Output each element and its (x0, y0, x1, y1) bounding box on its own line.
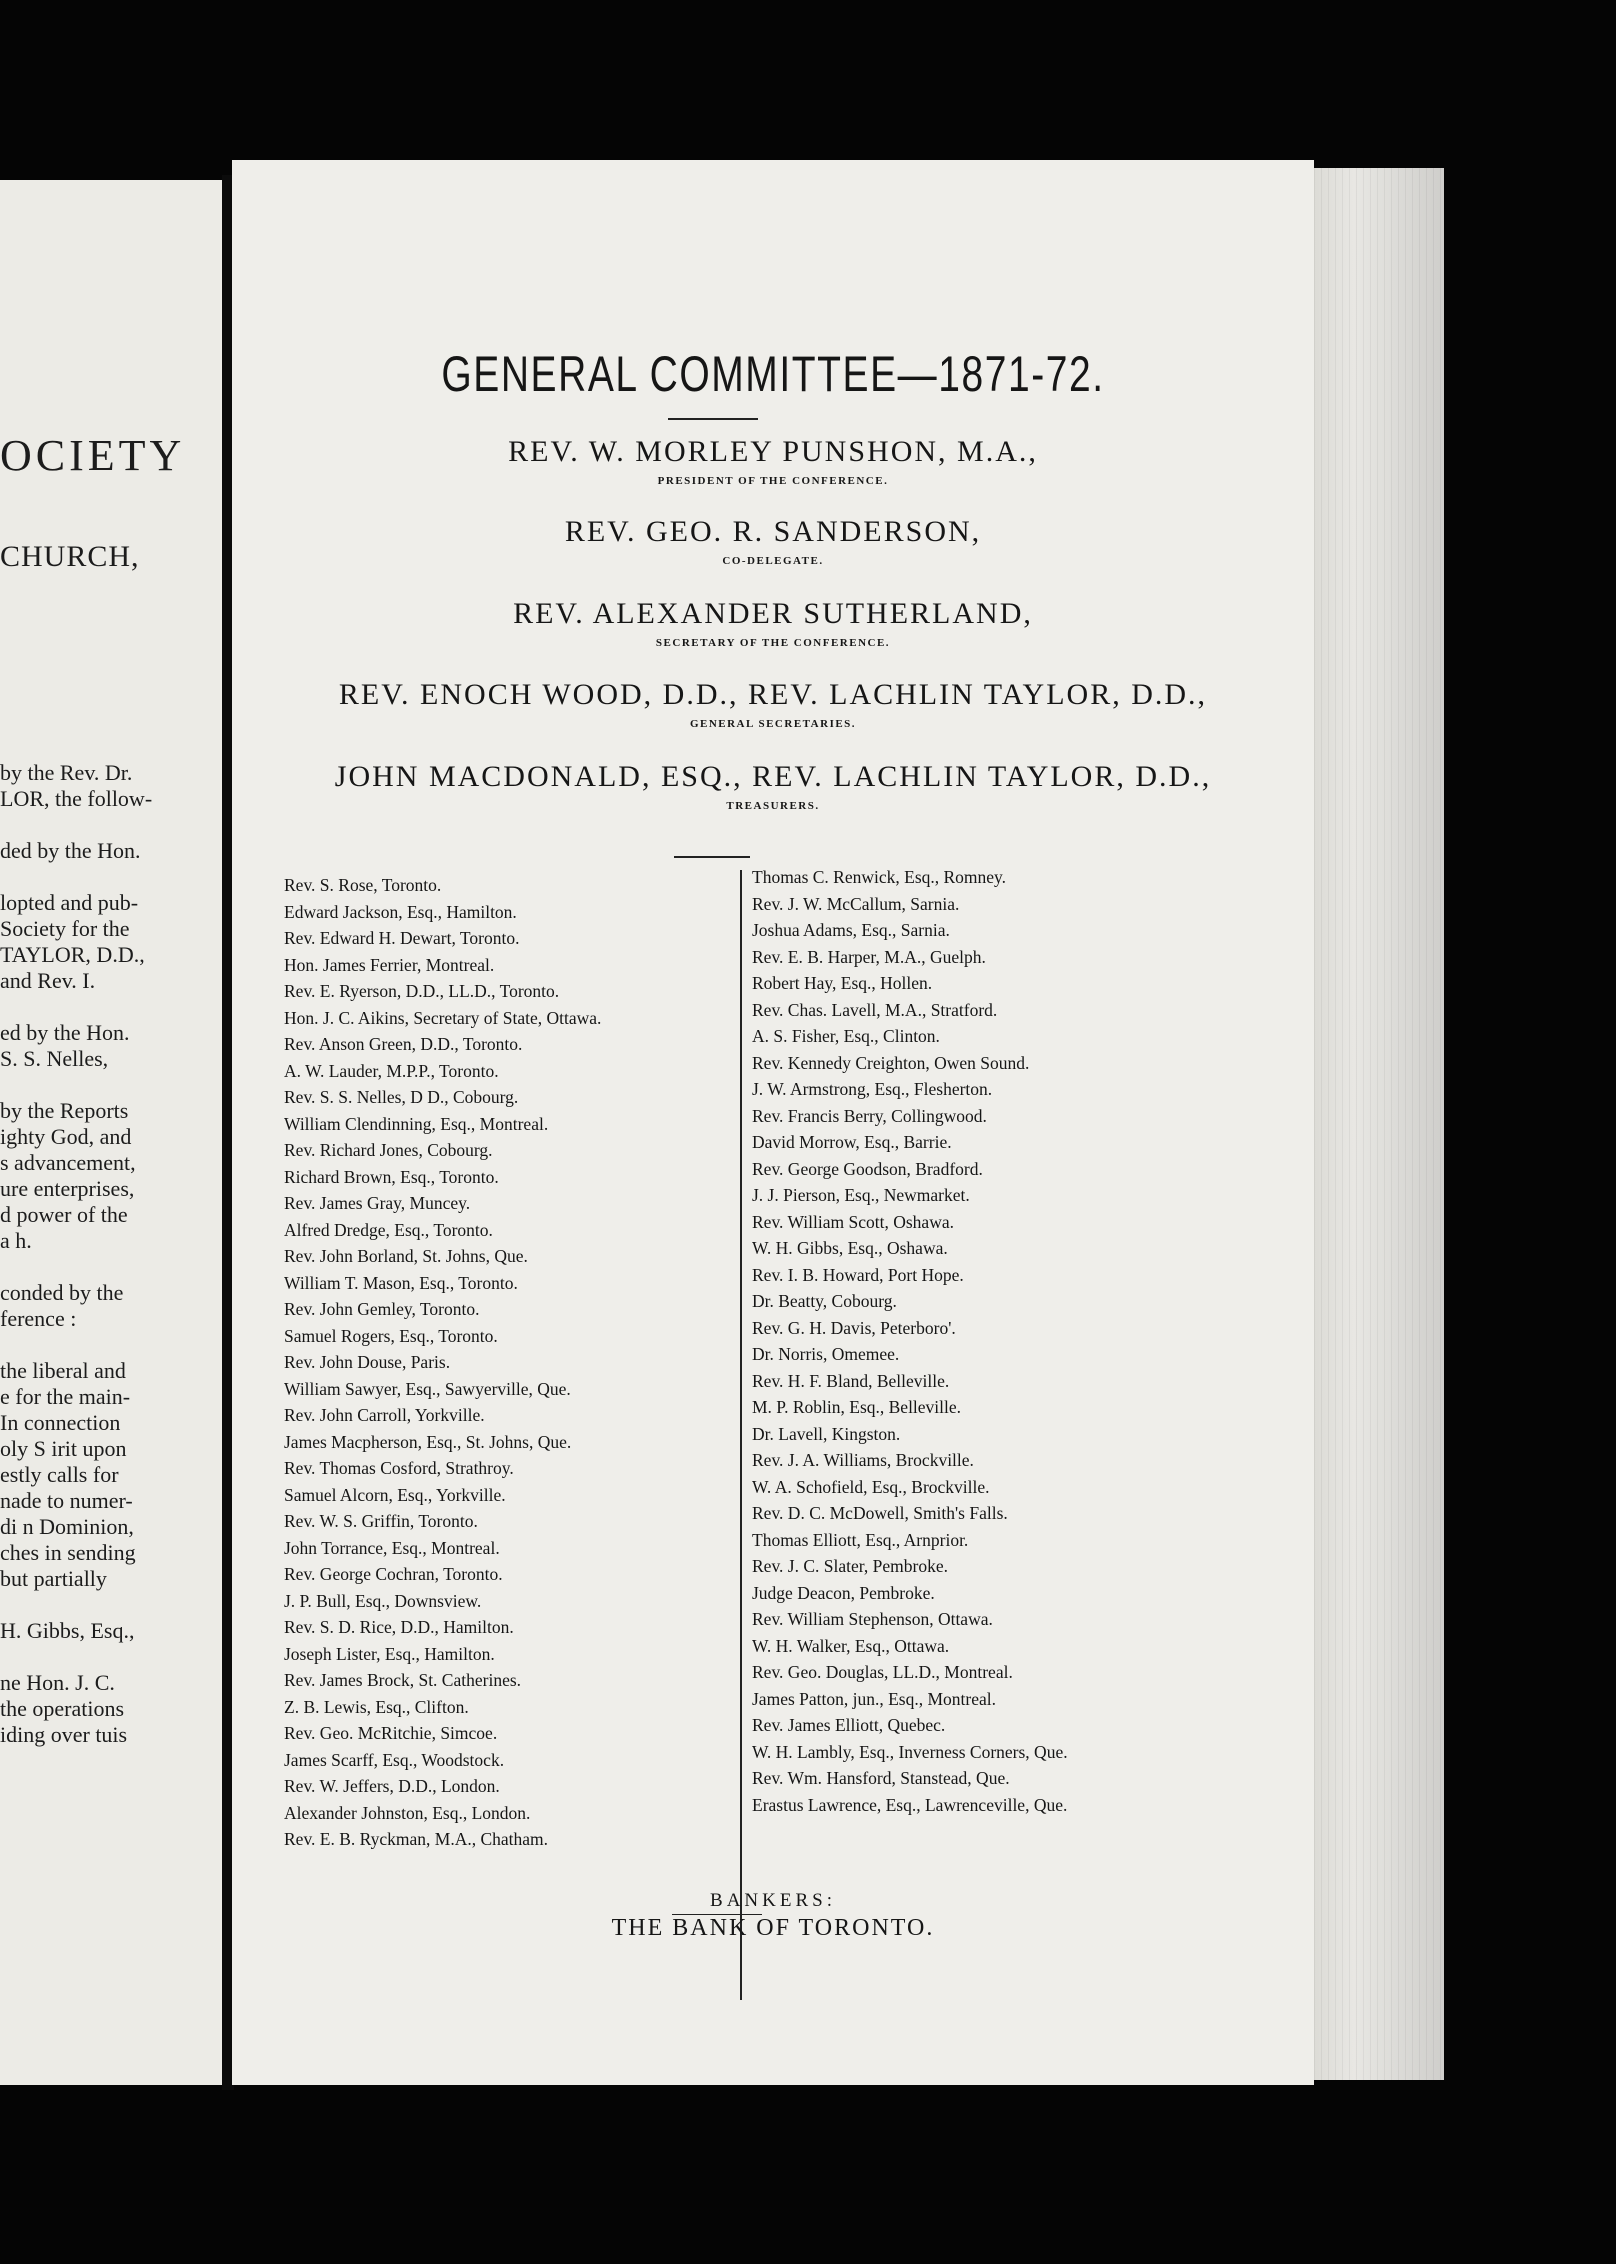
member-entry: A. S. Fisher, Esq., Clinton. (752, 1026, 940, 1046)
member-entry: Hon. James Ferrier, Montreal. (284, 954, 495, 975)
left-page-line: e for the main- (0, 1384, 131, 1409)
member-entry: Thomas C. Renwick, Esq., Romney. (752, 867, 1007, 887)
column-divider (740, 870, 742, 2000)
member-entry: Rev. W. S. Griffin, Toronto. (284, 1511, 478, 1531)
officer-name: REV. GEO. R. SANDERSON, (564, 515, 982, 548)
member-entry: Samuel Rogers, Esq., Toronto. (284, 1325, 498, 1346)
member-entry: Rev. Geo. Douglas, LL.D., Montreal. (752, 1662, 1013, 1682)
left-page-line: ighty God, and (0, 1124, 132, 1149)
member-entry: Alfred Dredge, Esq., Toronto. (284, 1219, 493, 1240)
member-entry: Samuel Alcorn, Esq., Yorkville. (284, 1484, 506, 1505)
member-entry: Robert Hay, Esq., Hollen. (752, 973, 933, 993)
left-page-line: ed by the Hon. (0, 1020, 130, 1045)
member-entry: Rev. J. A. Williams, Brockville. (752, 1450, 974, 1470)
left-page-line: LOR, the follow- (0, 786, 153, 811)
member-entry: Joshua Adams, Esq., Sarnia. (752, 920, 950, 940)
member-entry: Rev. Thomas Cosford, Strathroy. (284, 1458, 514, 1478)
member-entry: W. H. Gibbs, Esq., Oshawa. (752, 1238, 948, 1258)
left-page-line: ded by the Hon. (0, 838, 141, 863)
member-entry: Rev. D. C. McDowell, Smith's Falls. (752, 1503, 1008, 1523)
left-page-line: In connection (0, 1410, 121, 1435)
officer-role: PRESIDENT OF THE CONFERENCE. (657, 475, 889, 487)
member-entry: William Clendinning, Esq., Montreal. (284, 1113, 549, 1134)
officer-role: TREASURERS. (726, 800, 820, 812)
member-entry: Rev. Francis Berry, Collingwood. (752, 1105, 987, 1126)
officers-rule (674, 856, 750, 858)
member-entry: Rev. Chas. Lavell, M.A., Stratford. (752, 999, 998, 1020)
member-entry: James Macpherson, Esq., St. Johns, Que. (284, 1431, 572, 1452)
member-entry: Rev. S. S. Nelles, D D., Cobourg. (284, 1087, 519, 1107)
member-entry: Rev. John Carroll, Yorkville. (284, 1405, 485, 1425)
member-entry: Rev. Geo. McRitchie, Simcoe. (284, 1723, 498, 1743)
member-entry: James Scarff, Esq., Woodstock. (284, 1749, 505, 1770)
member-entry: William Sawyer, Esq., Sawyerville, Que. (284, 1378, 571, 1399)
member-entry: Rev. I. B. Howard, Port Hope. (752, 1264, 964, 1285)
left-page-line: di n Dominion, (0, 1514, 134, 1539)
member-entry: Rev. Richard Jones, Cobourg. (284, 1140, 493, 1160)
member-entry: Rev. William Stephenson, Ottawa. (752, 1609, 993, 1629)
member-entry: Rev. S. Rose, Toronto. (284, 875, 442, 895)
officer-treasurers (232, 760, 1314, 812)
member-entry: Edward Jackson, Esq., Hamilton. (284, 901, 517, 922)
left-page-line: by the Rev. Dr. (0, 760, 133, 785)
member-entry: W. A. Schofield, Esq., Brockville. (752, 1476, 990, 1497)
left-page-line: lopted and pub- (0, 890, 139, 915)
officer-role: SECRETARY OF THE CONFERENCE. (655, 637, 891, 649)
officer-secretary (232, 597, 1314, 649)
member-entry: Erastus Lawrence, Esq., Lawrenceville, Que. (752, 1794, 1068, 1815)
title-rule (668, 418, 758, 420)
officer-role: CO-DELEGATE. (722, 555, 824, 567)
left-page-line: by the Reports (0, 1098, 129, 1123)
member-entry: Z. B. Lewis, Esq., Clifton. (284, 1696, 469, 1717)
member-entry: Rev. James Brock, St. Catherines. (284, 1670, 522, 1690)
member-entry: J. J. Pierson, Esq., Newmarket. (752, 1185, 970, 1205)
officer-president (232, 435, 1314, 487)
left-page-line: iding over tuis (0, 1722, 128, 1747)
left-page-heading-2: CHURCH, (0, 540, 140, 573)
member-entry: Rev. John Gemley, Toronto. (284, 1299, 480, 1319)
left-page-line: the operations (0, 1696, 125, 1721)
member-entry: Judge Deacon, Pembroke. (752, 1582, 935, 1603)
member-entry: Rev. S. D. Rice, D.D., Hamilton. (284, 1617, 514, 1637)
member-entry: Dr. Norris, Omemee. (752, 1344, 900, 1364)
member-entry: W. H. Walker, Esq., Ottawa. (752, 1635, 950, 1656)
member-entry: Rev. John Borland, St. Johns, Que. (284, 1246, 528, 1266)
left-page-line: a h. (0, 1228, 32, 1253)
left-page-line: S. S. Nelles, (0, 1046, 109, 1071)
member-entry: Richard Brown, Esq., Toronto. (284, 1166, 499, 1187)
page-title: GENERAL COMMITTEE—1871-72. (441, 346, 1105, 402)
left-page-line: nade to numer- (0, 1488, 133, 1513)
officer-name: REV. ENOCH WOOD, D.D., REV. LACHLIN TAYLOR, D.D., (338, 678, 1208, 711)
member-entry: John Torrance, Esq., Montreal. (284, 1537, 500, 1558)
officer-co-delegate (232, 515, 1314, 567)
officer-role: GENERAL SECRETARIES. (689, 718, 857, 730)
member-entry: Rev. Wm. Hansford, Stanstead, Que. (752, 1768, 1010, 1788)
main-page (232, 160, 1314, 2085)
officer-name: REV. ALEXANDER SUTHERLAND, (513, 597, 1033, 630)
member-entry: Hon. J. C. Aikins, Secretary of State, Ottawa. (284, 1007, 602, 1028)
member-entry: M. P. Roblin, Esq., Belleville. (752, 1397, 962, 1417)
left-page-line: ure enterprises, (0, 1176, 135, 1201)
member-entry: J. P. Bull, Esq., Downsview. (284, 1590, 482, 1611)
member-entry: Rev. W. Jeffers, D.D., London. (284, 1776, 500, 1796)
member-entry: Dr. Beatty, Cobourg. (752, 1291, 897, 1311)
member-entry: Joseph Lister, Esq., Hamilton. (284, 1643, 495, 1664)
member-entry: J. W. Armstrong, Esq., Flesherton. (752, 1079, 993, 1099)
member-entry: Rev. H. F. Bland, Belleville. (752, 1370, 950, 1391)
member-entry: A. W. Lauder, M.P.P., Toronto. (284, 1060, 499, 1081)
left-page-heading-1: OCIETY (0, 431, 186, 480)
member-entry: Rev. William Scott, Oshawa. (752, 1211, 954, 1232)
members-list-left (284, 872, 601, 1853)
member-entry: Rev. J. C. Slater, Pembroke. (752, 1556, 948, 1576)
member-entry: Rev. George Goodson, Bradford. (752, 1158, 983, 1179)
member-entry: William T. Mason, Esq., Toronto. (284, 1272, 518, 1293)
member-entry: James Patton, jun., Esq., Montreal. (752, 1688, 997, 1709)
member-entry: Rev. E. B. Ryckman, M.A., Chatham. (284, 1829, 549, 1849)
member-entry: Rev. James Elliott, Quebec. (752, 1715, 946, 1735)
left-page-line: TAYLOR, D.D., (0, 942, 145, 967)
member-entry: Rev. James Gray, Muncey. (284, 1193, 471, 1213)
left-page-line: and Rev. I. (0, 968, 96, 993)
member-entry: Dr. Lavell, Kingston. (752, 1423, 901, 1444)
left-page-line: H. Gibbs, Esq., (0, 1618, 135, 1643)
member-entry: Rev. E. B. Harper, M.A., Guelph. (752, 946, 986, 967)
officer-name: REV. W. MORLEY PUNSHON, M.A., (508, 435, 1038, 468)
officer-general-secretaries (232, 678, 1314, 730)
bankers-label: BANKERS: (710, 1890, 836, 1911)
member-entry: Rev. Edward H. Dewart, Toronto. (284, 928, 520, 948)
member-entry: Rev. Kennedy Creighton, Owen Sound. (752, 1052, 1030, 1073)
left-page-line: estly calls for (0, 1462, 119, 1487)
left-page-fragment (0, 180, 222, 2085)
member-entry: Rev. G. H. Davis, Peterboro'. (752, 1317, 956, 1338)
member-entry: Rev. J. W. McCallum, Sarnia. (752, 893, 960, 914)
left-page-line: s advancement, (0, 1150, 136, 1175)
member-entry: W. H. Lambly, Esq., Inverness Corners, Que. (752, 1741, 1068, 1762)
member-entry: Thomas Elliott, Esq., Arnprior. (752, 1529, 969, 1550)
member-entry: Rev. Anson Green, D.D., Toronto. (284, 1034, 523, 1054)
bank-name: THE BANK OF TORONTO. (611, 1915, 935, 1941)
member-entry: David Morrow, Esq., Barrie. (752, 1132, 952, 1152)
left-page-line: oly S irit upon (0, 1436, 127, 1461)
member-entry: Rev. George Cochran, Toronto. (284, 1564, 503, 1584)
left-page-line: conded by the (0, 1280, 124, 1305)
left-page-line: ches in sending (0, 1540, 136, 1565)
members-list-right (752, 864, 1068, 1818)
officer-name: JOHN MACDONALD, ESQ., REV. LACHLIN TAYLOR, D.D., (334, 760, 1212, 793)
member-entry: Rev. E. Ryerson, D.D., LL.D., Toronto. (284, 981, 560, 1001)
page-edge-stack (1314, 168, 1444, 2080)
left-page-line: ne Hon. J. C. (0, 1670, 115, 1695)
member-entry: Alexander Johnston, Esq., London. (284, 1802, 531, 1823)
left-page-line: the liberal and (0, 1358, 126, 1383)
left-page-line: d power of the (0, 1202, 128, 1227)
left-page-line: ference : (0, 1306, 77, 1331)
member-entry: Rev. John Douse, Paris. (284, 1352, 451, 1372)
left-page-line: but partially (0, 1566, 107, 1591)
left-page-line: Society for the (0, 916, 130, 941)
